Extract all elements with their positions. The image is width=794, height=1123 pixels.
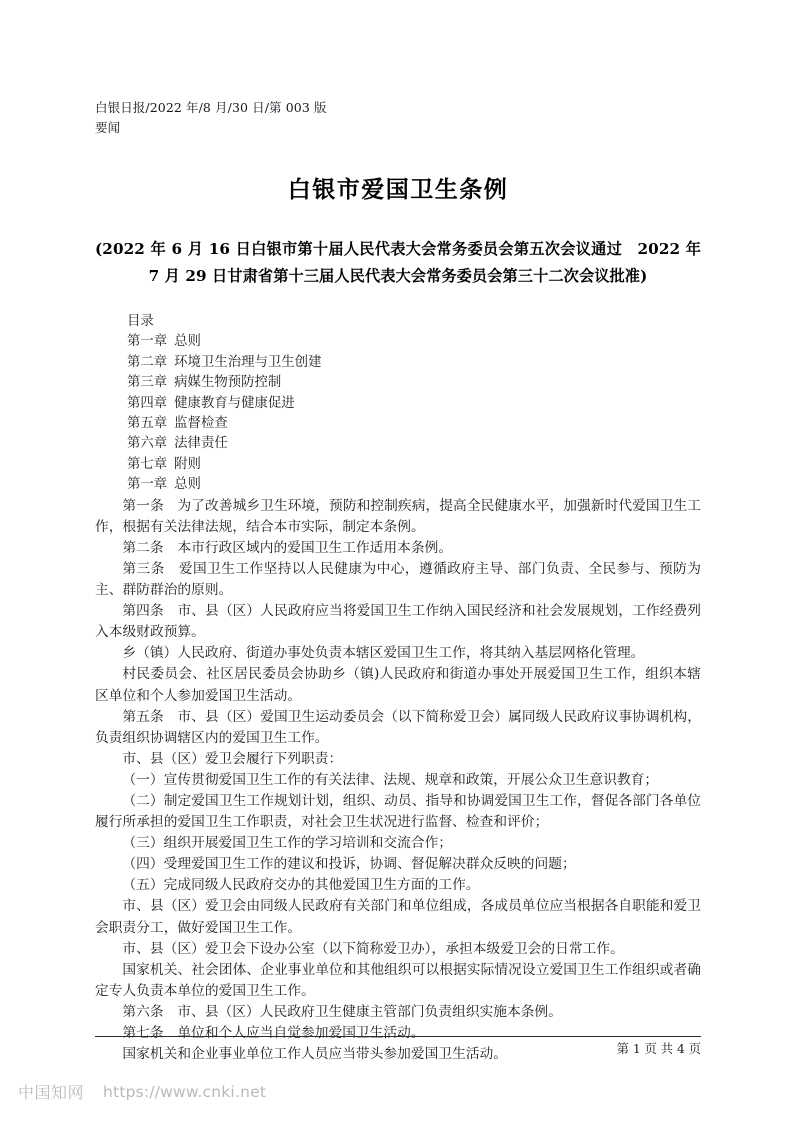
footer-divider [95, 1036, 701, 1037]
body-paragraph: （五）完成同级人民政府交办的其他爱国卫生方面的工作。 [122, 877, 480, 894]
body-paragraph: 国家机关和企业事业单位工作人员应当带头参加爱国卫生活动。 [122, 1046, 508, 1063]
toc-entry-title: 监督检查 [174, 416, 228, 432]
cnki-url-label: https://www.cnki.net [103, 1082, 267, 1101]
body-paragraph: 市、县（区）爱卫会履行下列职责： [122, 750, 343, 767]
body-paragraph: （三）组织开展爱国卫生工作的学习培训和交流合作； [122, 835, 453, 852]
toc-entry-number: 第四章 [127, 395, 168, 411]
toc-entry [127, 353, 701, 373]
toc-entry [127, 394, 701, 414]
toc-entry [127, 434, 701, 454]
chapter-heading [127, 475, 701, 495]
masthead-source: 白银日报/2022 年/8 月/30 日/第 003 版 [95, 100, 327, 115]
toc-entry-title: 病媒生物预防控制 [174, 375, 282, 391]
body-paragraph: 第六条 市、县（区）人民政府卫生健康主管部门负责组织实施本条例。 [122, 1003, 562, 1020]
body-paragraph: （一）宣传贯彻爱国卫生工作的有关法律、法规、规章和政策，开展公众卫生意识教育； [122, 771, 659, 788]
toc-entry-title: 附则 [174, 456, 201, 472]
toc-entry [127, 332, 701, 352]
toc-entry-number: 第七章 [127, 456, 168, 472]
body-text [95, 496, 701, 1066]
body-paragraph: 村民委员会、社区居民委员会协助乡（镇)人民政府和街道办事处开展爱国卫生工作，组织本辖区单位和个人参加爱国卫生活动。 [95, 666, 701, 704]
toc-entry-number: 第五章 [127, 416, 168, 432]
toc-entry-title: 健康教育与健康促进 [174, 395, 295, 411]
cnki-brand-label: 中国知网 [18, 1083, 85, 1102]
toc-entry-title: 法律责任 [174, 436, 228, 452]
toc-entry [127, 373, 701, 393]
toc-entry-number: 第二章 [127, 354, 168, 370]
body-paragraph: 第三条 爱国卫生工作坚持以人民健康为中心，遵循政府主导、部门负责、全民参与、预防为主、群防群治的原则。 [95, 560, 701, 599]
toc-entry-number: 第六章 [127, 436, 168, 452]
body-paragraph: 第五条 市、县（区）爱国卫生运动委员会（以下简称爱卫会）属同级人民政府议事协调机构，负责组织协调辖区内的爱国卫生工作。 [95, 708, 701, 746]
body-paragraph: 国家机关、社会团体、企业事业单位和其他组织可以根据实际情况设立爱国卫生工作组织或者确定专人负责本单位的爱国卫生工作。 [95, 961, 701, 999]
toc-entry-title: 环境卫生治理与卫生创建 [174, 354, 322, 370]
chapter-heading-number: 第一章 [127, 477, 168, 493]
body-paragraph: 第一条 为了改善城乡卫生环境，预防和控制疾病，提高全民健康水平，加强新时代爱国卫生工作，根据有关法律法规，结合本市实际，制定本条例。 [95, 497, 701, 535]
body-paragraph: （四）受理爱国卫生工作的建议和投诉，协调、督促解决群众反映的问题； [122, 856, 576, 873]
body-paragraph: （二）制定爱国卫生工作规划计划，组织、动员、指导和协调爱国卫生工作，督促各部门各单位履行所承担的爱国卫生工作职责，对社会卫生状况进行监督、检查和评价； [95, 792, 701, 831]
page-number: 第 1 页 共 4 页 [616, 1042, 701, 1056]
masthead-section: 要闻 [95, 120, 121, 135]
toc-entry-number: 第三章 [127, 375, 168, 391]
body-paragraph: 市、县（区）爱卫会由同级人民政府有关部门和单位组成，各成员单位应当根据各自职能和爱卫会职责分工，做好爱国卫生工作。 [95, 898, 701, 936]
table-of-contents [95, 312, 701, 496]
body-paragraph: 第四条 市、县（区）人民政府应当将爱国卫生工作纳入国民经济和社会发展规划，工作经费列入本级财政预算。 [95, 603, 701, 641]
page-title: 白银市爱国卫生条例 [287, 176, 509, 203]
toc-heading: 目录 [127, 314, 154, 329]
toc-entry-title: 总则 [174, 334, 201, 350]
body-paragraph: 乡（镇）人民政府、街道办事处负责本辖区爱国卫生工作，将其纳入基层网格化管理。 [122, 645, 645, 662]
body-paragraph: 第二条 本市行政区域内的爱国卫生工作适用本条例。 [122, 539, 453, 556]
toc-entry-number: 第一章 [127, 334, 168, 350]
toc-entry [127, 455, 701, 475]
cnki-watermark [18, 1080, 266, 1103]
page-content [95, 98, 701, 1065]
promulgation-note: (2022 年 6 月 16 日白银市第十届人民代表大会常务委员会第五次会议通过 2022 年 7 月 29 日甘肃省第十三届人民代表大会常务委员会第三十二次会议批准) [95, 240, 701, 285]
toc-entry [127, 414, 701, 434]
body-paragraph: 市、县（区）爱卫会下设办公室（以下简称爱卫办），承担本级爱卫会的日常工作。 [122, 940, 624, 957]
chapter-heading-title: 总则 [174, 477, 201, 493]
body-paragraph: 第七条 单位和个人应当自觉参加爱国卫生活动。 [122, 1025, 425, 1041]
masthead [95, 98, 701, 138]
